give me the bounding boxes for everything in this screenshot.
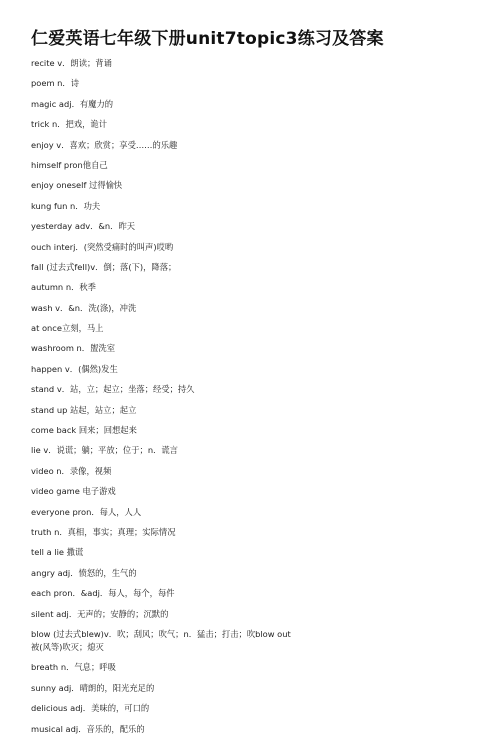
vocab-entry: recite v．朗读；背诵 xyxy=(31,58,112,68)
vocab-entry: stand v．站，立；起立；坐落；经受；持久 xyxy=(31,384,195,395)
document-title: 仁爱英语七年级下册unit7topic3练习及答案 xyxy=(31,29,384,49)
vocab-entry: each pron．&adj．每人，每个，每件 xyxy=(31,588,175,599)
vocab-entry: tell a lie 撒谎 xyxy=(31,547,84,558)
vocab-entry: lie v．说谎；躺；平放；位于；n．谎言 xyxy=(31,445,178,456)
vocab-entry: sunny adj．晴朗的，阳光充足的 xyxy=(31,682,155,693)
vocabulary-list xyxy=(31,57,484,743)
vocab-entry-line: 被(风等)吹灭；熄灭 xyxy=(31,641,104,652)
vocab-entry: washroom n．盥洗室 xyxy=(31,343,115,354)
vocab-entry-wrapped xyxy=(31,628,484,661)
vocab-entry: at once立刻，马上 xyxy=(31,323,104,334)
vocab-entry: poem n．诗 xyxy=(31,78,80,89)
vocab-entry: breath n．气息；呼吸 xyxy=(31,662,116,673)
vocab-entry: trick n．把戏，诡计 xyxy=(31,119,108,130)
vocab-entry: autumn n．秋季 xyxy=(31,282,96,293)
vocab-entry: kung fun n．功夫 xyxy=(31,200,101,211)
vocab-entry: himself pron他自己 xyxy=(31,159,108,170)
vocab-entry: wash v．&n．洗(涤)，冲洗 xyxy=(31,302,137,313)
vocab-entry: truth n．真相，事实；真理；实际情况 xyxy=(31,526,176,537)
vocab-entry: angry adj．愤怒的，生气的 xyxy=(31,567,137,578)
vocab-entry: delicious adj．美味的，可口的 xyxy=(31,703,150,714)
vocab-entry: video n．录像，视频 xyxy=(31,465,112,476)
vocab-entry: happen v．(偶然)发生 xyxy=(31,363,118,374)
vocab-entry: fall (过去式fell)v．倒；落(下)，降落； xyxy=(31,261,177,272)
vocab-entry: silent adj．无声的；安静的；沉默的 xyxy=(31,608,169,619)
vocab-entry: stand up 站起，站立；起立 xyxy=(31,404,137,415)
vocab-entry: magic adj．有魔力的 xyxy=(31,98,114,109)
vocab-entry: come back 回来；回想起来 xyxy=(31,425,137,436)
vocab-entry-line: blow (过去式blew)v．吹；刮风；吹气；n．猛击；打击；吹blow out xyxy=(31,628,291,639)
vocab-entry: ouch interj．(突然受痛时的叫声)哎哟 xyxy=(31,241,174,252)
vocab-entry: musical adj．音乐的，配乐的 xyxy=(31,723,145,734)
vocab-entry: everyone pron．每人，人人 xyxy=(31,506,142,517)
vocab-entry: enjoy v．喜欢；欣赏；享受……的乐趣 xyxy=(31,139,178,150)
vocab-entry: video game 电子游戏 xyxy=(31,486,116,497)
vocab-entry: enjoy oneself 过得愉快 xyxy=(31,180,123,191)
vocab-entry: yesterday adv．&n．昨天 xyxy=(31,221,136,232)
